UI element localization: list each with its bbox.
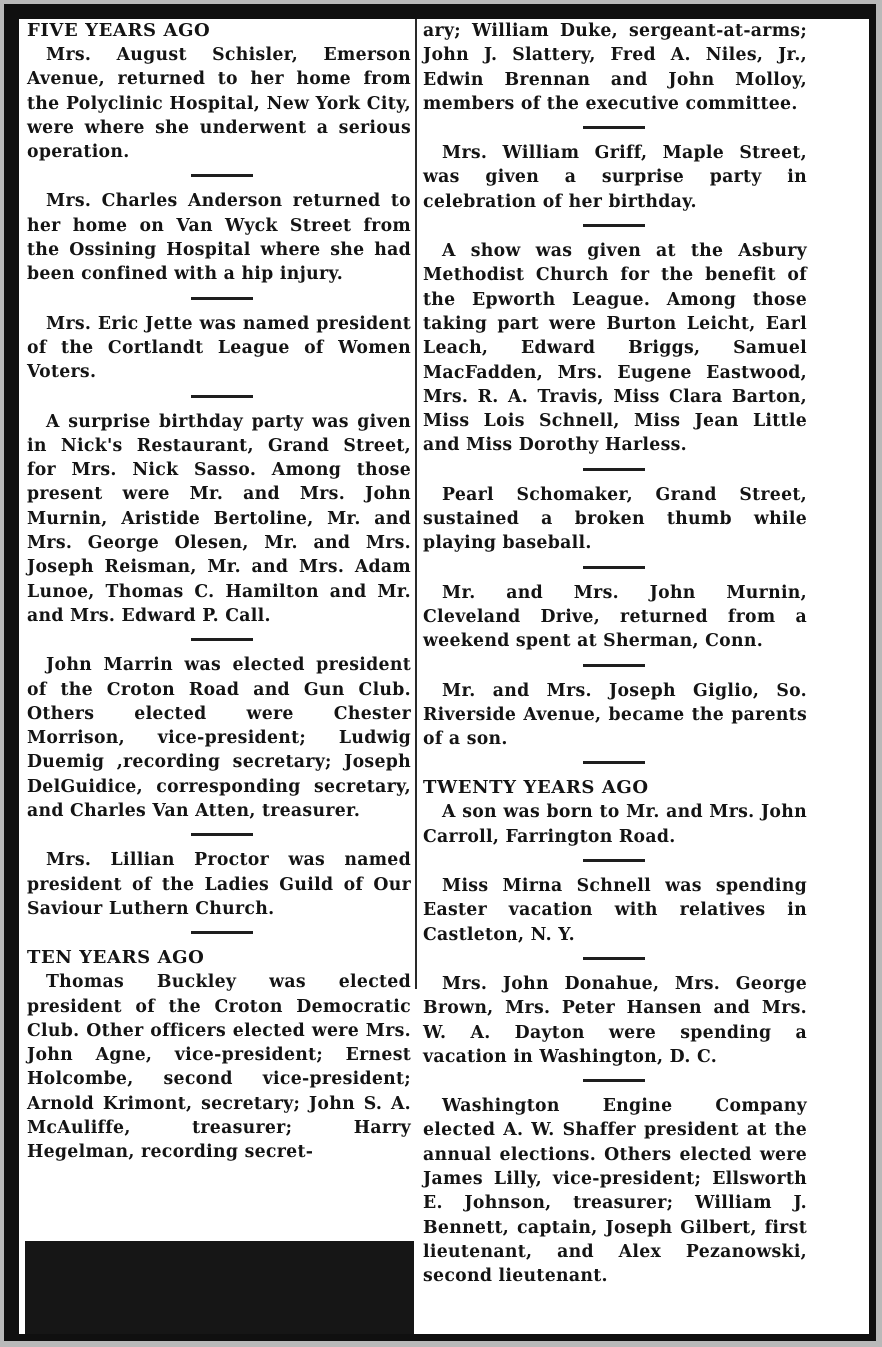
- news-item: Mrs. Charles Anderson returned to her home on Van Wyck Street from the Ossining Hospital where she had been confined with a hip injury.: [27, 191, 411, 285]
- column-rule: [415, 19, 417, 989]
- separator: [583, 957, 645, 960]
- separator: [191, 638, 253, 641]
- news-item: A surprise birthday party was given in Nick's Restaurant, Grand Street, for Mrs. Nick Sasso. Among those present were Mr. and Mrs. John Murnin, Aristide Bertoline, Mr. and Mrs. George Olesen, Mr. and Mrs. Joseph Reisman, Mr. and Mrs. Adam Lunoe, Thomas C. Hamilton and Mr. and Mrs. Edward P. Call.: [27, 411, 411, 626]
- separator: [583, 859, 645, 862]
- separator: [191, 931, 253, 934]
- news-item: Washington Engine Company elected A. W. Shaffer president at the annual elections. Others elected were James Lilly, vice-president; Ellsworth E. Johnson, treasurer; William J. Bennett, captain, Joseph Gilbert, first lieutenant, and Alex Pezanowski, second lieutenant.: [423, 1096, 807, 1287]
- right-column: [423, 19, 807, 1334]
- news-item: Mr. and Mrs. John Murnin, Cleveland Drive, returned from a weekend spent at Sherman, Conn.: [423, 582, 807, 652]
- separator: [191, 833, 253, 836]
- separator: [191, 395, 253, 398]
- separator: [583, 761, 645, 764]
- news-item: A show was given at the Asbury Methodist Church for the benefit of the Epworth League. Among those taking part were Burton Leicht, Earl Leach, Edward Briggs, Samuel MacFadden, Mrs. Eugene Eastwood, Mrs. R. A. Travis, Miss Clara Barton, Miss Lois Schnell, Miss Jean Little and Miss Dorothy Harless.: [423, 241, 807, 456]
- newspaper-clipping: [19, 19, 869, 1334]
- news-item: Mrs. August Schisler, Emerson Avenue, returned to her home from the Polyclinic Hospital, New York City, were where she underwent a serious operation.: [27, 45, 411, 163]
- heading-ten-years-ago: TEN YEARS AGO: [27, 947, 205, 969]
- news-item: John Marrin was elected president of the Croton Road and Gun Club. Others elected were Chester Morrison, vice-president; Ludwig Duemig ,recording secretary; Joseph DelGuidice, corresponding secretary, and Charles Van Atten, treasurer.: [27, 655, 411, 822]
- separator: [583, 126, 645, 129]
- news-item: Miss Mirna Schnell was spending Easter vacation with relatives in Castleton, N. Y.: [423, 876, 807, 945]
- news-item-continued: ary; William Duke, sergeant-at-arms; John J. Slattery, Fred A. Niles, Jr., Edwin Brennan and John Molloy, members of the executive committee.: [423, 21, 807, 114]
- news-item: Mr. and Mrs. Joseph Giglio, So. Riverside Avenue, became the parents of a son.: [423, 680, 807, 750]
- news-item: Mrs. Lillian Proctor was named president of the Ladies Guild of Our Saviour Luthern Church.: [27, 850, 411, 919]
- news-item: Pearl Schomaker, Grand Street, sustained a broken thumb while playing baseball.: [423, 484, 807, 554]
- heading-twenty-years-ago: TWENTY YEARS AGO: [423, 777, 649, 799]
- separator: [583, 1079, 645, 1082]
- separator: [191, 297, 253, 300]
- news-item: Mrs. Eric Jette was named president of the Cortlandt League of Women Voters.: [27, 313, 411, 383]
- separator: [191, 174, 253, 177]
- separator: [583, 224, 645, 227]
- left-column: [27, 19, 411, 1334]
- news-item: Mrs. John Donahue, Mrs. George Brown, Mrs. Peter Hansen and Mrs. W. A. Dayton were spending a vacation in Washington, D. C.: [423, 973, 807, 1067]
- news-item: A son was born to Mr. and Mrs. John Carroll, Farrington Road.: [423, 802, 807, 847]
- news-item: Thomas Buckley was elected president of the Croton Democratic Club. Other officers elected were Mrs. John Agne, vice-president; Ernest Holcombe, second vice-president; Arnold Krimont, secretary; John S. A. McAuliffe, treasurer; Harry Hegelman, recording secret-: [27, 972, 411, 1163]
- separator: [583, 566, 645, 569]
- news-item: Mrs. William Griff, Maple Street, was given a surprise party in celebration of her birthday.: [423, 143, 807, 212]
- redacted-block: [25, 1241, 414, 1334]
- separator: [583, 664, 645, 667]
- clipping-frame: [4, 4, 876, 1341]
- separator: [583, 468, 645, 471]
- heading-five-years-ago: FIVE YEARS AGO: [27, 20, 211, 41]
